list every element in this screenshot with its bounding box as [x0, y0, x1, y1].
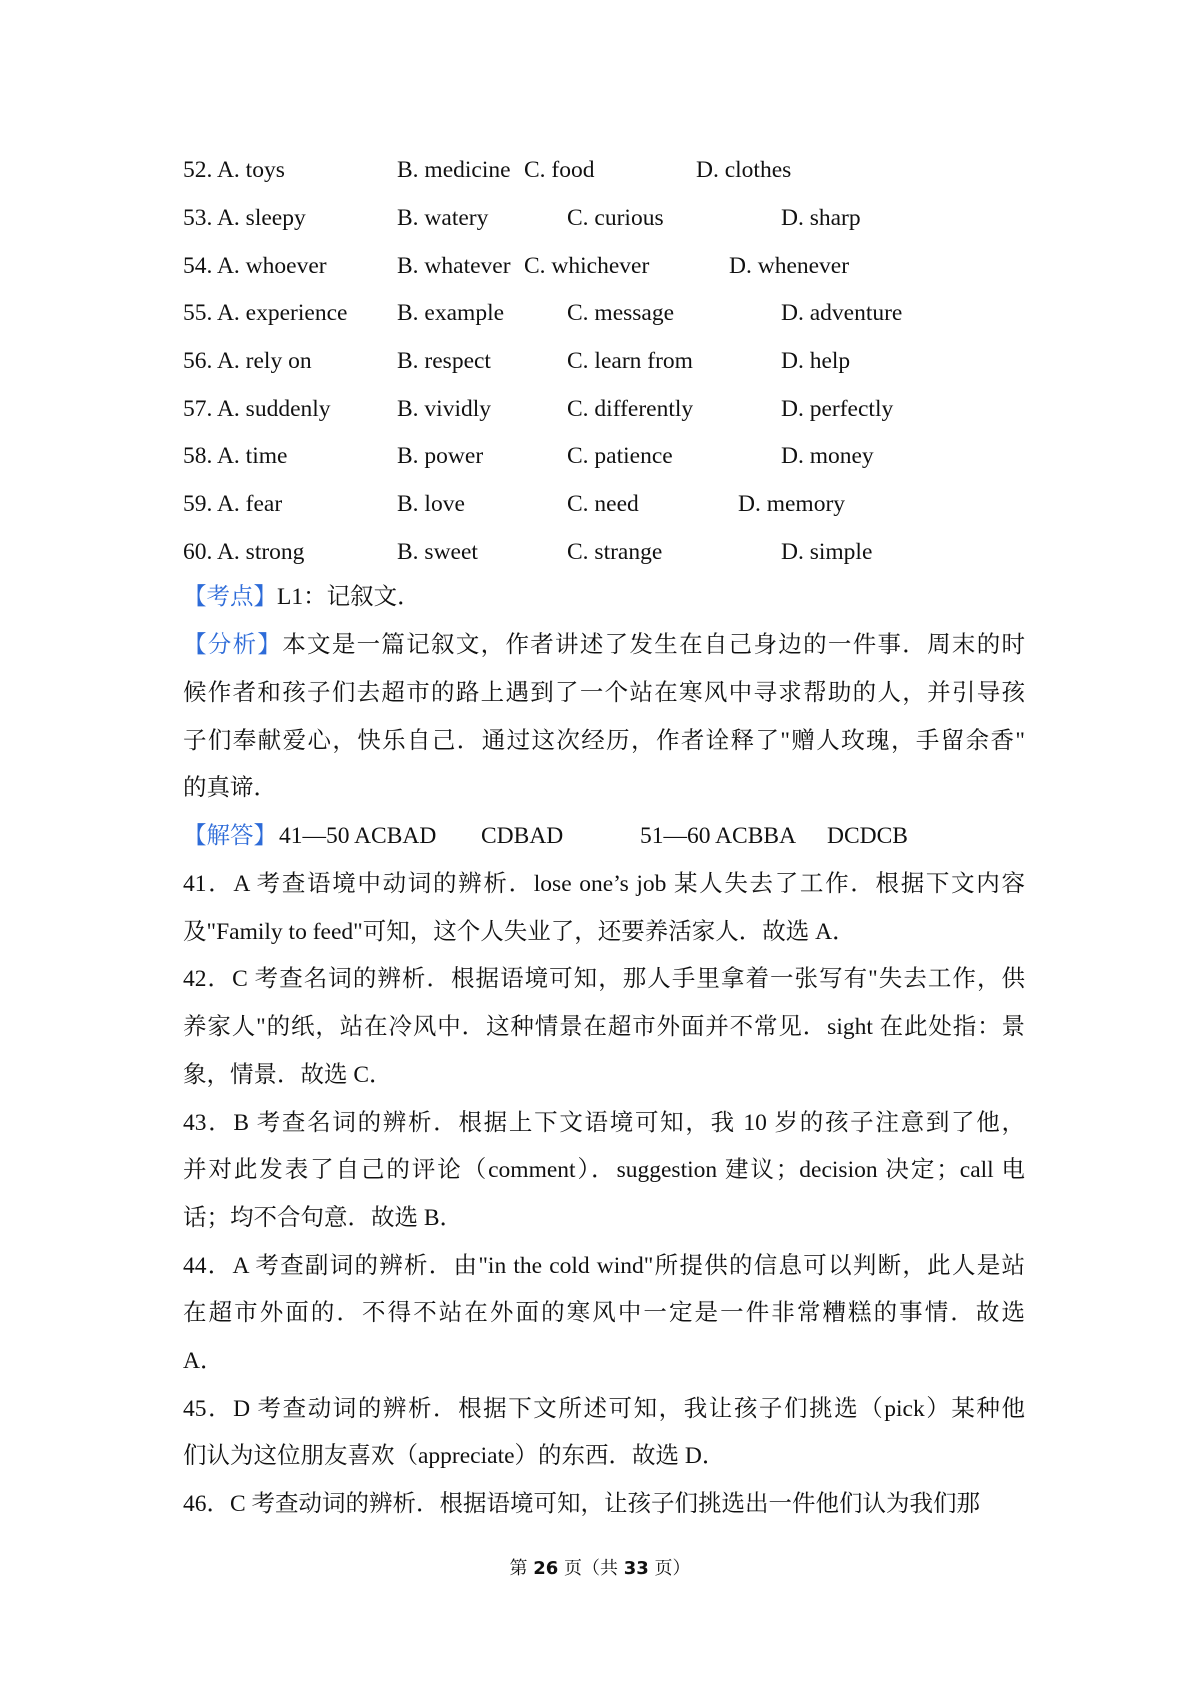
footer-total-pages: 33 [623, 1558, 649, 1579]
question-option-c: C. need [567, 491, 639, 517]
question-option-d: D. help [781, 348, 851, 374]
footer-mid: 页（共 [564, 1558, 618, 1579]
question-option-b: B. example [397, 300, 505, 326]
fenxi-line-2: 候作者和孩子们去超市的路上遇到了一个站在寒风中寻求帮助的人，并引导孩 [183, 680, 1025, 706]
question-option-b: B. whatever [397, 253, 511, 279]
explanation-line: 41．A 考查语境中动词的辨析．lose one’s job 某人失去了工作．根据下文内容 [183, 871, 1025, 897]
question-option-d: D. sharp [781, 205, 861, 231]
question-option-c: C. whichever [524, 253, 650, 279]
question-option-d: D. adventure [781, 300, 903, 326]
explanation-line: 46．C 考查动词的辨析．根据语境可知，让孩子们挑选出一件他们认为我们那 [183, 1491, 981, 1517]
question-option-c: C. differently [567, 396, 694, 422]
question-option-d: D. perfectly [781, 396, 894, 422]
question-option-a: 54. A. whoever [183, 253, 327, 279]
question-option-b: B. vividly [397, 396, 492, 422]
question-option-d: D. whenever [729, 253, 850, 279]
question-option-a: 60. A. strong [183, 539, 305, 565]
question-option-a: 56. A. rely on [183, 348, 312, 374]
explanation-line: 们认为这位朋友喜欢（appreciate）的东西．故选 D． [183, 1443, 726, 1469]
fenxi-line-4: 的真谛． [183, 775, 277, 801]
explanation-line: 象，情景．故选 C． [183, 1062, 393, 1088]
footer-page-number: 26 [533, 1558, 559, 1579]
question-option-d: D. simple [781, 539, 873, 565]
explanation-line: 并对此发表了自己的评论（comment）．suggestion 建议；decision 决定；call 电 [183, 1157, 1025, 1183]
jieda-answers-41-45: 41—50 ACBAD [279, 823, 437, 849]
question-option-a: 59. A. fear [183, 491, 283, 517]
question-option-b: B. sweet [397, 539, 478, 565]
question-option-c: C. patience [567, 443, 673, 469]
question-option-a: 53. A. sleepy [183, 205, 306, 231]
jieda-answers-56-60: DCDCB [827, 823, 908, 849]
question-option-a: 57. A. suddenly [183, 396, 331, 422]
question-option-b: B. medicine [397, 157, 511, 183]
jieda-answers-46-50: CDBAD [481, 823, 564, 849]
question-option-d: D. money [781, 443, 874, 469]
question-option-a: 58. A. time [183, 443, 288, 469]
fenxi-line-1 [183, 630, 1025, 660]
explanation-line: 43．B 考查名词的辨析．根据上下文语境可知，我 10 岁的孩子注意到了他， [183, 1110, 1025, 1136]
explanation-line: 44．A 考查副词的辨析．由"in the cold wind"所提供的信息可以判断，此人是站 [183, 1253, 1025, 1279]
question-option-d: D. clothes [696, 157, 792, 183]
question-option-c: C. curious [567, 205, 664, 231]
explanation-line: A． [183, 1348, 224, 1374]
question-option-a: 55. A. experience [183, 300, 348, 326]
footer-suffix: 页） [654, 1558, 691, 1579]
question-option-c: C. strange [567, 539, 663, 565]
explanation-line: 45．D 考查动词的辨析．根据下文所述可知，我让孩子们挑选（pick）某种他 [183, 1396, 1025, 1422]
explanation-line: 话；均不合句意．故选 B． [183, 1205, 464, 1231]
kaodian-line [183, 582, 1025, 612]
question-option-d: D. memory [738, 491, 846, 517]
jieda-tag: 【解答】 [183, 823, 277, 849]
question-option-b: B. love [397, 491, 465, 517]
fenxi-line-3: 子们奉献爱心，快乐自己．通过这次经历，作者诠释了"赠人玫瑰，手留余香" [183, 728, 1025, 754]
question-option-c: C. message [567, 300, 675, 326]
question-option-c: C. learn from [567, 348, 693, 374]
question-option-a: 52. A. toys [183, 157, 285, 183]
explanation-line: 及"Family to feed"可知，这个人失业了，还要养活家人．故选 A． [183, 919, 856, 945]
fenxi-text-1: 本文是一篇记叙文，作者讲述了发生在自己身边的一件事．周末的时 [282, 632, 1026, 658]
page-footer [0, 1557, 1200, 1581]
explanation-line: 在超市外面的．不得不站在外面的寒风中一定是一件非常糟糕的事情．故选 [183, 1300, 1025, 1326]
kaodian-tag: 【考点】 [183, 584, 277, 610]
explanation-line: 养家人"的纸，站在冷风中．这种情景在超市外面并不常见．sight 在此处指：景 [183, 1014, 1025, 1040]
question-option-b: B. watery [397, 205, 489, 231]
question-option-c: C. food [524, 157, 595, 183]
footer-prefix: 第 [509, 1558, 528, 1579]
explanation-line: 42．C 考查名词的辨析．根据语境可知，那人手里拿着一张写有"失去工作，供 [183, 966, 1025, 992]
question-option-b: B. power [397, 443, 484, 469]
fenxi-tag: 【分析】 [183, 632, 283, 658]
kaodian-text: L1：记叙文． [277, 584, 421, 610]
question-option-b: B. respect [397, 348, 491, 374]
jieda-answers-51-55: 51—60 ACBBA [640, 823, 797, 849]
